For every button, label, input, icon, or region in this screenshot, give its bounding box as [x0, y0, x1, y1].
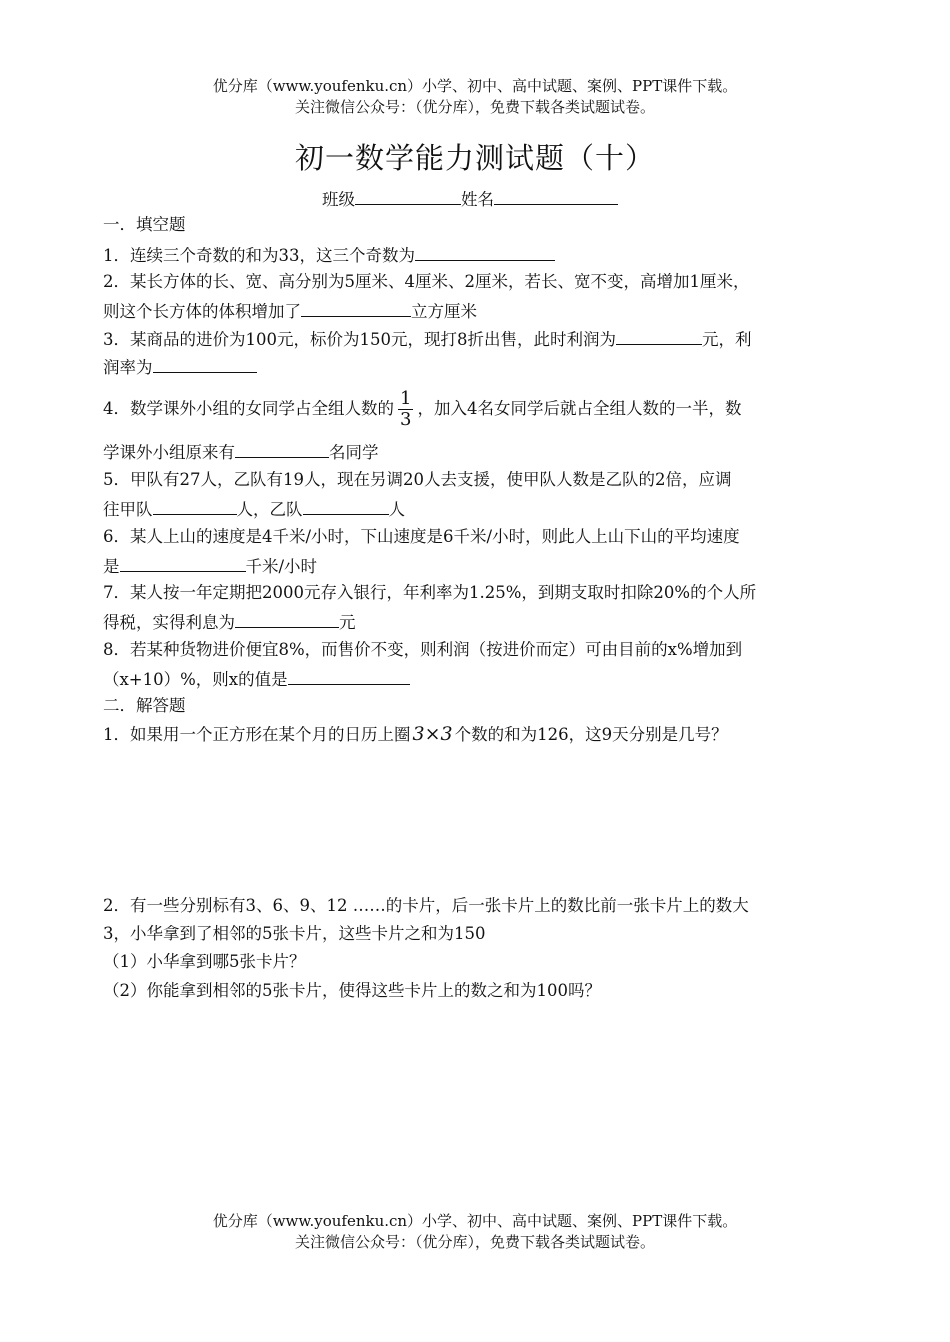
- answer-blank[interactable]: [235, 610, 339, 628]
- question-text: 则这个长方体的体积增加了: [103, 302, 301, 321]
- question-1-1: [103, 243, 555, 267]
- question-text: 4．数学课外小组的女同学占全组人数的: [103, 399, 394, 418]
- header-line-1: 优分库（www.youfenku.cn）小学、初中、高中试题、案例、PPT课件下载。: [212, 77, 738, 95]
- name-blank[interactable]: [494, 187, 618, 205]
- question-text: 个数的和为126，这9天分别是几号？: [454, 725, 728, 744]
- footer-line-1: 优分库（www.youfenku.cn）小学、初中、高中试题、案例、PPT课件下载。: [212, 1212, 738, 1230]
- name-label: 姓名: [461, 190, 494, 209]
- question-1-2-line-2: [103, 299, 477, 323]
- fraction-numerator: 1: [400, 388, 412, 409]
- question-text: 千米/小时: [245, 557, 318, 576]
- question-2-2-sub-1: （1）小华拿到哪5张卡片？: [103, 952, 306, 971]
- answer-blank[interactable]: [301, 299, 411, 317]
- answer-blank[interactable]: [153, 497, 237, 515]
- question-1-3-line-1: [103, 327, 751, 351]
- fraction-denominator: 3: [400, 409, 412, 430]
- question-2-2-line-1: 2．有一些分别标有3、6、9、12 ……的卡片，后一张卡片上的数比前一张卡片上的数大: [103, 896, 749, 915]
- question-text: 得税，实得利息为: [103, 613, 235, 632]
- answer-blank[interactable]: [153, 355, 257, 373]
- section-1-heading: 一．填空题: [103, 215, 186, 234]
- section-2-heading: 二．解答题: [103, 696, 186, 715]
- class-label: 班级: [322, 190, 355, 209]
- question-text: 3．某商品的进价为100元，标价为150元，现打8折出售，此时利润为: [103, 330, 616, 349]
- question-text: 元: [339, 613, 356, 632]
- answer-blank[interactable]: [616, 327, 702, 345]
- question-text: 1．如果用一个正方形在某个月的日历上圈: [103, 725, 411, 744]
- question-text: ，加入4名女同学后就占全组人数的一半，数: [417, 399, 742, 418]
- question-text: 人: [388, 500, 405, 519]
- question-1-4-line-1: [103, 385, 741, 433]
- question-1-5-line-1: 5．甲队有27人，乙队有19人，现在另调20人去支援，使甲队人数是乙队的2倍，应调: [103, 470, 732, 489]
- header-line-2: 关注微信公众号：（优分库），免费下载各类试题试卷。: [294, 98, 655, 116]
- question-1-3-line-2: [103, 355, 257, 379]
- answer-blank[interactable]: [415, 243, 555, 261]
- question-text: 名同学: [329, 443, 379, 462]
- question-2-1: [103, 723, 728, 746]
- answer-blank[interactable]: [235, 440, 329, 458]
- question-2-2-sub-2: （2）你能拿到相邻的5张卡片，使得这些卡片上的数之和为100吗？: [103, 981, 601, 1000]
- class-blank[interactable]: [355, 187, 461, 205]
- question-text: 是: [103, 557, 120, 576]
- page-title: 初一数学能力测试题（十）: [294, 141, 655, 175]
- question-1-2-line-1: 2．某长方体的长、宽、高分别为5厘米、4厘米、2厘米，若长、宽不变，高增加1厘米，: [103, 272, 750, 291]
- question-1-7-line-2: [103, 610, 356, 634]
- math-expression: 3×3: [412, 723, 453, 745]
- question-1-8-line-1: 8．若某种货物进价便宜8%，而售价不变，则利润（按进价而定）可由目前的x%增加到: [103, 640, 743, 659]
- question-1-8-line-2: [103, 667, 410, 691]
- question-1-5-line-2: [103, 497, 405, 521]
- question-2-2-line-2: 3，小华拿到了相邻的5张卡片，这些卡片之和为150: [103, 924, 486, 943]
- question-text: 人，乙队: [236, 500, 303, 519]
- answer-blank[interactable]: [120, 554, 246, 572]
- answer-blank[interactable]: [303, 497, 389, 515]
- question-1-6-line-2: [103, 554, 317, 578]
- question-text: 润率为: [103, 358, 153, 377]
- answer-blank[interactable]: [288, 667, 410, 685]
- question-text: 立方厘米: [411, 302, 477, 321]
- question-text: 往甲队: [103, 500, 153, 519]
- question-text: 学课外小组原来有: [103, 443, 235, 462]
- question-text: 1．连续三个奇数的和为33，这三个奇数为: [103, 246, 415, 265]
- fraction-one-third: [398, 389, 413, 430]
- student-info: [322, 186, 618, 210]
- question-1-7-line-1: 7．某人按一年定期把2000元存入银行，年利率为1.25%，到期支取时扣除20%的个人所: [103, 583, 757, 602]
- question-1-4-line-2: [103, 440, 379, 464]
- question-text: （x+10）%，则x的值是: [103, 670, 288, 689]
- question-text: 元，利: [701, 330, 752, 349]
- footer-line-2: 关注微信公众号：（优分库），免费下载各类试题试卷。: [294, 1233, 655, 1251]
- question-1-6-line-1: 6．某人上山的速度是4千米/小时，下山速度是6千米/小时，则此人上山下山的平均速度: [103, 527, 740, 546]
